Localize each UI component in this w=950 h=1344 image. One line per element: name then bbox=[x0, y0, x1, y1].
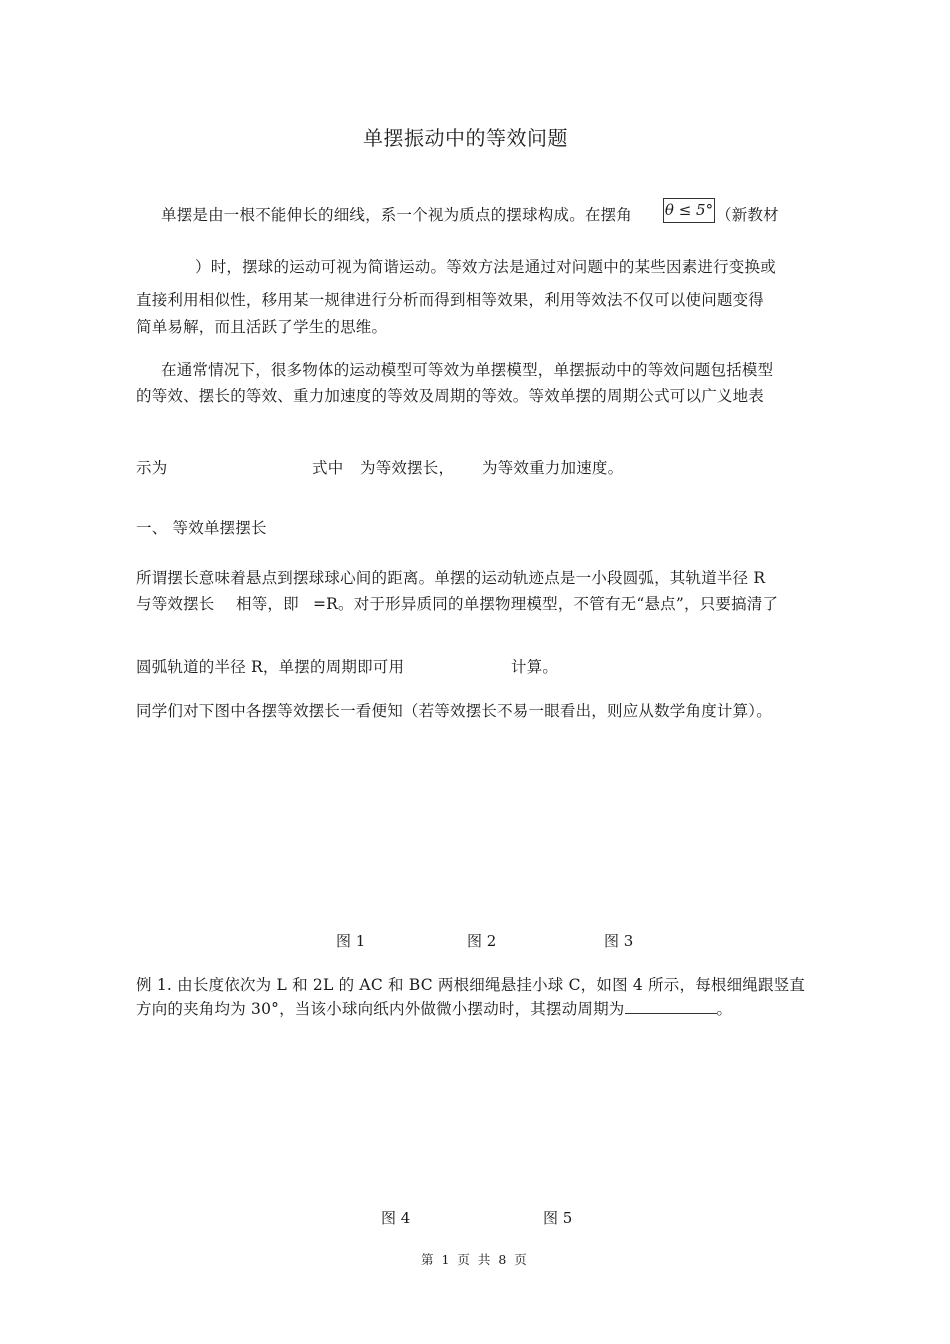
para3-line3a: 圆弧轨道的半径 R，单摆的周期即可用 bbox=[136, 658, 405, 676]
para1-line4: 简单易解，而且活跃了学生的思维。 bbox=[136, 318, 388, 336]
section-heading-1: 一、 等效单摆摆长 bbox=[136, 519, 267, 537]
para3-line2c: =R。对于形异质同的单摆物理模型，不管有无“悬点”，只要搞清了 bbox=[313, 595, 779, 613]
theta-formula-box: θ ≤ 5° bbox=[663, 198, 715, 223]
answer-blank bbox=[625, 999, 717, 1014]
para3-line2a: 与等效摆长 bbox=[136, 595, 215, 613]
page-title: 单摆振动中的等效问题 bbox=[363, 126, 568, 150]
para1-line1-tail: （新教材 bbox=[716, 206, 779, 224]
figure-3-caption: 图 3 bbox=[604, 932, 634, 950]
para2-line2: 的等效、摆长的等效、重力加速度的等效及周期的等效。等效单摆的周期公式可以广义地表 bbox=[136, 387, 765, 405]
para1-line2: ）时，摆球的运动可视为简谐运动。等效方法是通过对问题中的某些因素进行变换或 bbox=[195, 258, 776, 276]
figure-5-caption: 图 5 bbox=[543, 1209, 573, 1227]
para1-line1: 单摆是由一根不能伸长的细线，系一个视为质点的摆球构成。在摆角 bbox=[161, 206, 633, 224]
para1-line3: 直接利用相似性，移用某一规律进行分析而得到相等效果，利用等效法不仅可以使问题变得 bbox=[136, 291, 765, 309]
para3-line2b: 相等，即 bbox=[236, 595, 299, 613]
example1-line1: 例 1. 由长度依次为 L 和 2L 的 AC 和 BC 两根细绳悬挂小球 C，如图 4 所示，每根细绳跟竖直 bbox=[136, 976, 806, 994]
para2-line3d: 为等效重力加速度。 bbox=[482, 459, 624, 477]
example1-line2-tail: 。 bbox=[716, 1000, 733, 1018]
figure-4-caption: 图 4 bbox=[381, 1209, 411, 1227]
para3-line3b: 计算。 bbox=[511, 658, 559, 676]
page-footer: 第 1 页 共 8 页 bbox=[421, 1252, 529, 1267]
example1-line2 bbox=[136, 997, 732, 1019]
para2-line3a: 示为 bbox=[136, 459, 168, 477]
example1-line2-text: 方向的夹角均为 30°，当该小球向纸内外做微小摆动时，其摆动周期为 bbox=[136, 1000, 625, 1018]
para2-line1: 在通常情况下，很多物体的运动模型可等效为单摆模型，单摆振动中的等效问题包括模型 bbox=[161, 361, 774, 379]
para3-line4: 同学们对下图中各摆等效摆长一看便知（若等效摆长不易一眼看出，则应从数学角度计算）。 bbox=[136, 702, 772, 720]
para2-line3c: 为等效摆长， bbox=[360, 459, 455, 477]
para2-line3b: 式中 bbox=[312, 459, 344, 477]
figure-1-caption: 图 1 bbox=[336, 932, 366, 950]
figure-2-caption: 图 2 bbox=[467, 932, 497, 950]
para3-line1: 所谓摆长意味着悬点到摆球球心间的距离。单摆的运动轨迹点是一小段圆弧，其轨道半径 R bbox=[136, 569, 766, 587]
